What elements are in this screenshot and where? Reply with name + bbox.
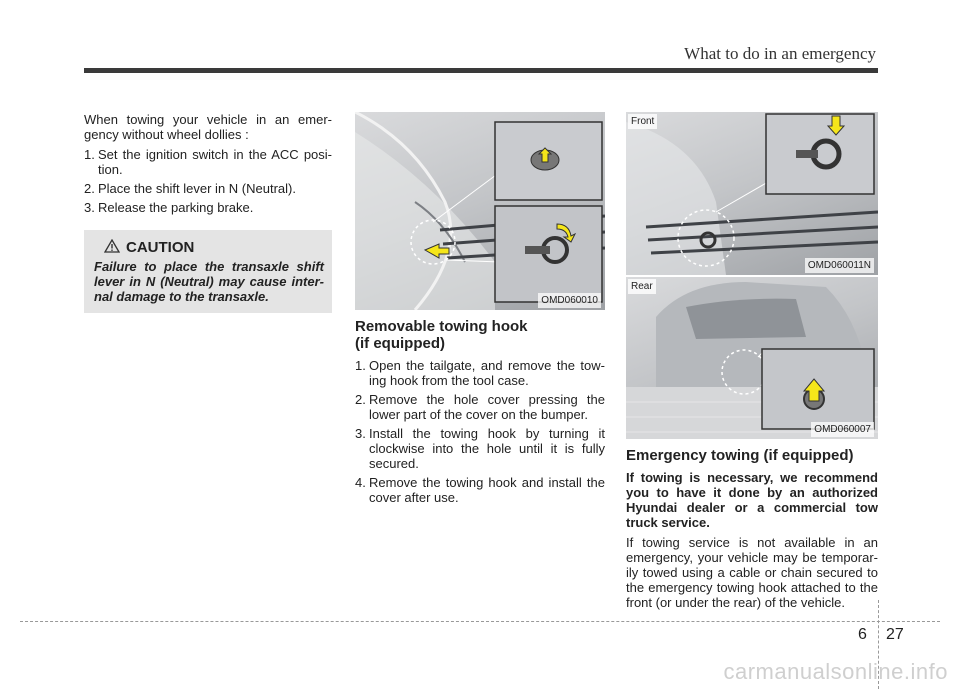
recommendation-paragraph: If towing is necessary, we recommend you to have it done by an authorized Hyundai dealer or a commercial tow truck service. [626,470,878,530]
rear-hook-photo [626,277,878,439]
towing-steps-list [84,147,332,215]
list-item: 3. Install the towing hook by turning it clockwise into the hole until it is fully secured. [355,426,605,471]
list-item: 3. Release the parking brake. [84,200,254,215]
caution-text: Failure to place the transaxle shift lever in N (Neutral) may cause inter-nal damage to the transaxle. [94,259,324,304]
photo-tag-rear: Rear [628,279,656,294]
towing-hook-photo [355,112,605,310]
caution-box [84,230,332,313]
list-item: 1. Open the tailgate, and remove the tow-ing hook from the tool case. [355,358,605,388]
intro-paragraph: When towing your vehicle in an emer-gency without wheel dollies : [84,112,332,142]
photo-tag-front: Front [628,114,657,129]
header-rule [84,68,878,73]
chapter-number: 6 [858,626,867,643]
column-left [84,112,332,313]
caution-header [104,239,324,256]
section-heading: Removable towing hook (if equipped) [355,318,528,352]
list-item: 1. Set the ignition switch in the ACC posi-tion. [84,147,332,177]
photo-code: OMD060011N [805,258,874,273]
hook-steps-list [355,358,605,505]
column-right [626,112,878,615]
page-header-title: What to do in an emergency [684,44,876,63]
list-item: 2. Remove the hole cover pressing the lower part of the cover on the bumper. [355,392,605,422]
section-heading: Emergency towing (if equipped) [626,447,854,464]
watermark: carmanualsonline.info [723,659,948,684]
warning-triangle-icon [104,239,120,256]
page-number: 27 [886,626,904,643]
footer-rule [20,621,940,622]
list-item: 2. Place the shift lever in N (Neutral). [84,181,296,196]
photo-code: OMD060007 [811,422,874,437]
caution-title: CAUTION [126,239,195,256]
front-hook-photo [626,112,878,275]
photo-code: OMD060010 [538,293,601,308]
column-middle [355,112,605,509]
list-item: 4. Remove the towing hook and install the cover after use. [355,475,605,505]
towing-paragraph: If towing service is not available in an emergency, your vehicle may be temporar-ily towed using a cable or chain secured to the emergency towing hook attached to the front (or under the rear) of the vehicle. [626,535,878,610]
